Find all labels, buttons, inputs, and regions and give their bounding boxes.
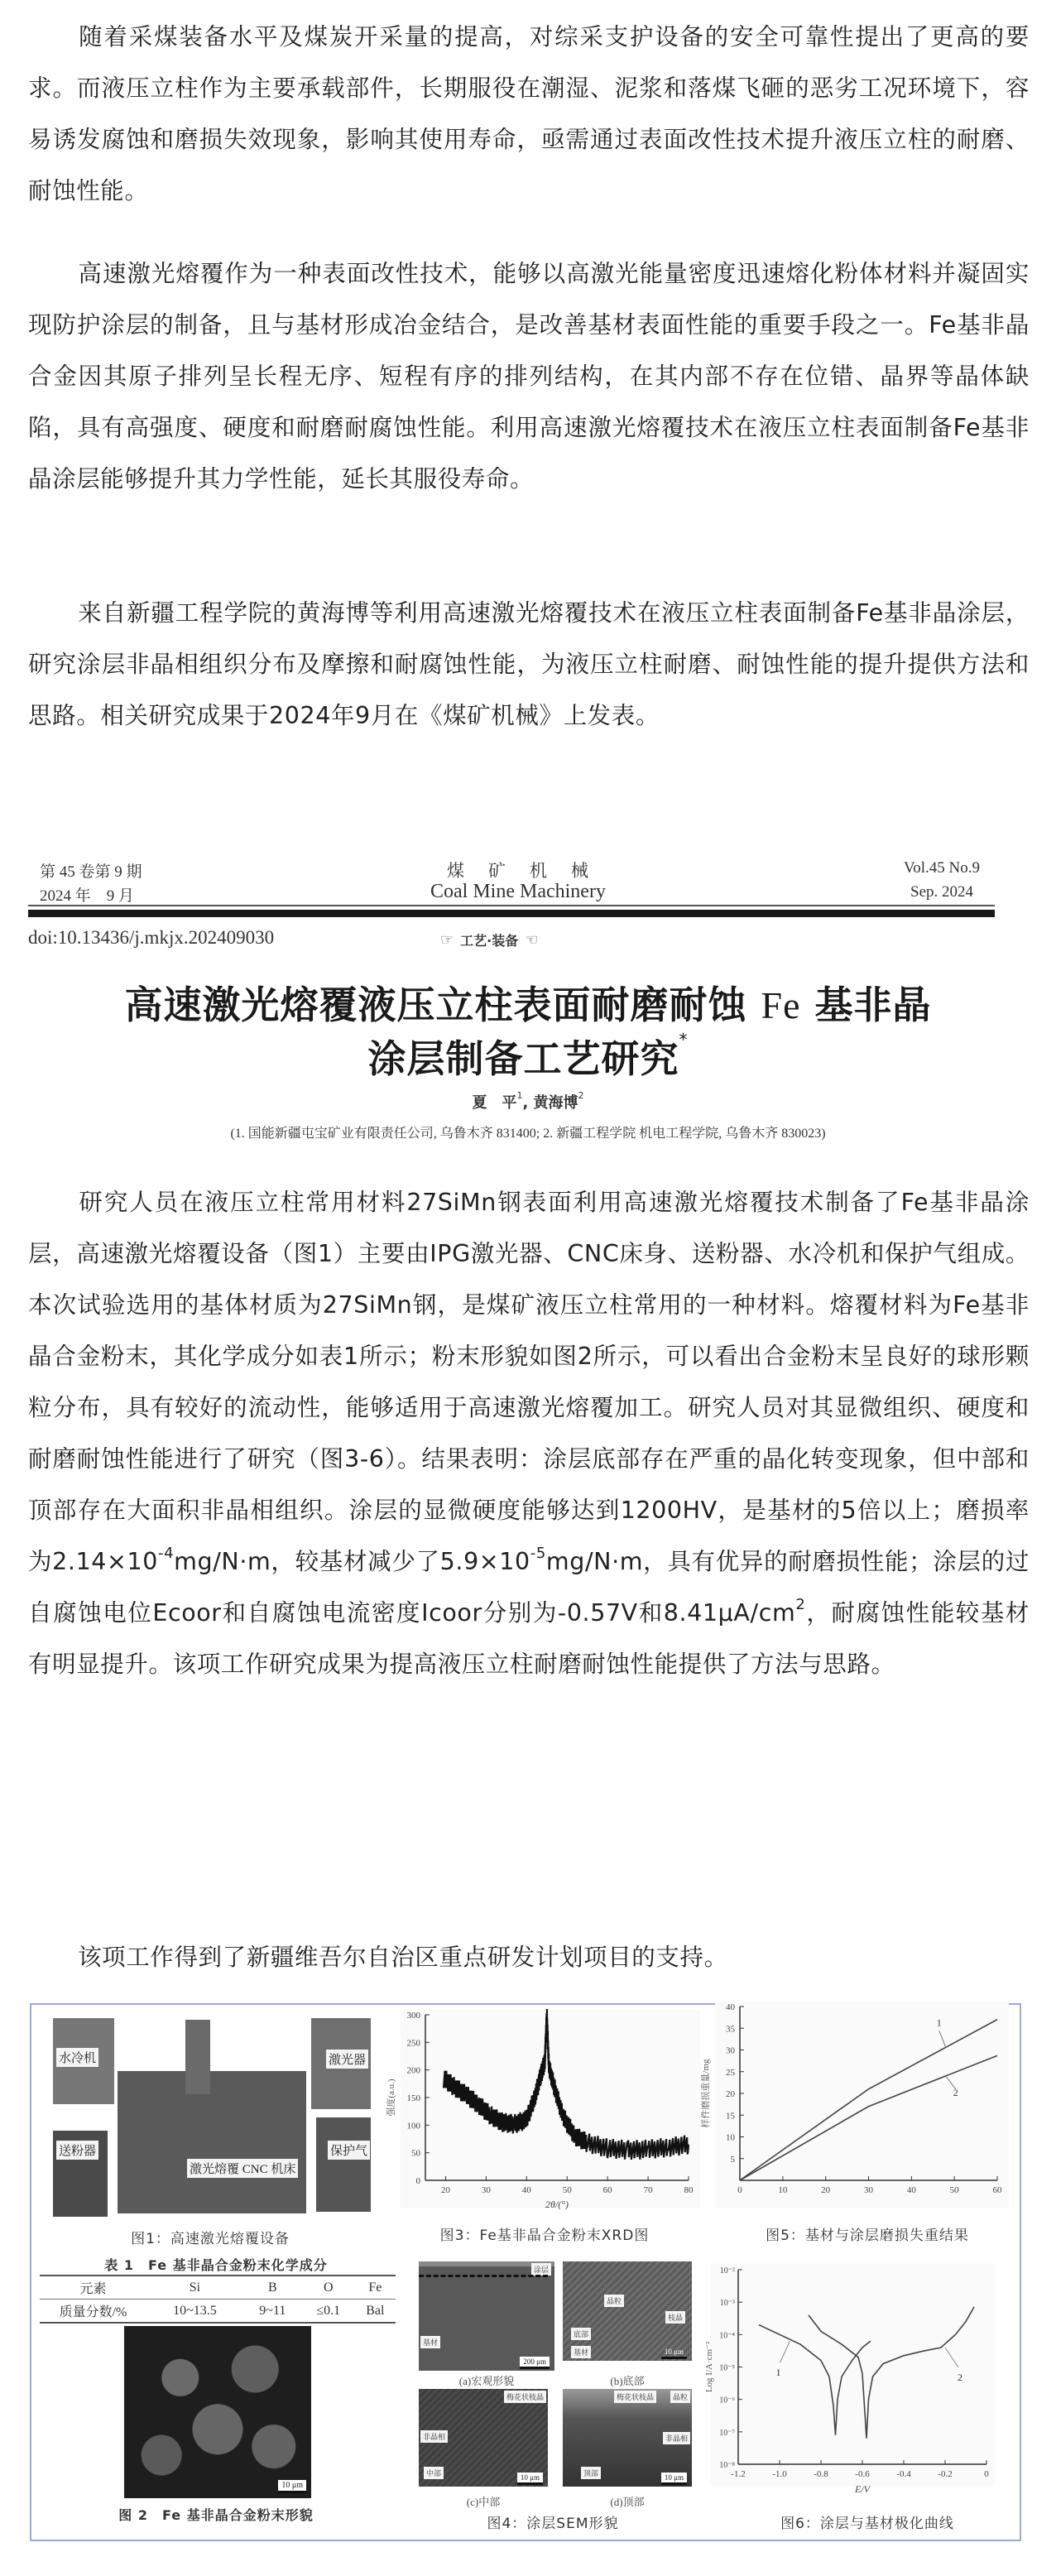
fig1-photo	[46, 2013, 374, 2218]
doi-text: doi:10.13436/j.mkjx.202409030	[28, 927, 275, 948]
fig2-powder-image	[124, 2326, 311, 2498]
intro-paragraph-3-text: 来自新疆工程学院的黄海博等利用高速激光熔覆技术在液压立柱表面制备Fe基非晶涂层，研究涂层非晶相组织分布及摩擦和耐腐蚀性能，为液压立柱耐磨、耐蚀性能的提升提供方法和思路。相关研究成果于2024年9月在《煤矿机械》上发表。	[28, 599, 1030, 729]
fig6-caption: 图6：涂层与基材极化曲线	[780, 2516, 954, 2532]
fig4b-label-dendrite: 枝晶	[665, 2311, 685, 2324]
table1-header-cell: Si	[189, 2280, 201, 2295]
y-tick-label: 10	[726, 2132, 735, 2143]
body-paragraph-4-text-d: ，耐腐蚀性能较基材有明显提升。该项工作研究成果为提高液压立柱耐磨耐蚀性能提供了方法与思路。	[28, 1599, 1030, 1678]
x-tick-label: 80	[684, 2185, 694, 2195]
x-axis-title: 2θ/(°)	[545, 2199, 569, 2210]
journal-date-en: Sep. 2024	[910, 883, 973, 901]
table1-cell: 质量分数/%	[59, 2305, 127, 2319]
title-part-1: 高速激光熔覆液压立柱表面耐磨耐蚀	[124, 983, 761, 1027]
journal-volume-cn: 第 45 卷第 9 期	[40, 863, 142, 881]
series-label-1: 1	[936, 2016, 942, 2029]
series-label-1: 1	[775, 2367, 781, 2379]
fig4d-label-grain: 晶粒	[670, 2391, 690, 2403]
journal-volume-en: Vol.45 No.9	[904, 859, 981, 877]
exponent-1: -4	[157, 1544, 175, 1562]
y-tick-label: 10⁻⁴	[719, 2331, 735, 2341]
body-paragraph-4	[28, 1177, 1030, 1690]
x-axis-title: E/V	[855, 2483, 870, 2495]
figure-panel	[30, 2003, 1021, 2541]
y-tick-label: 300	[406, 2011, 420, 2021]
author-2-affil: 2	[578, 1090, 584, 1101]
author-1: 夏 平	[472, 1094, 517, 1112]
plot-background	[710, 2263, 995, 2486]
x-tick-label: 20	[821, 2185, 831, 2195]
y-tick-label: 10⁻⁷	[719, 2428, 735, 2438]
y-tick-label: 25	[726, 2067, 735, 2078]
table1-title: 表 1 Fe 基非晶合金粉末化学成分	[104, 2257, 328, 2273]
author-2: 黄海博	[533, 1094, 578, 1112]
x-tick-label: -0.6	[855, 2469, 870, 2479]
x-tick-label: 40	[906, 2185, 916, 2195]
x-tick-label: -0.2	[938, 2469, 953, 2479]
fig4c-scale-bar: 10 μm	[517, 2473, 543, 2485]
table1-header-cell: 元素	[79, 2282, 107, 2296]
title-part-2: 基非晶	[800, 983, 932, 1027]
fig5-caption: 图5：基材与涂层磨损失重结果	[766, 2228, 969, 2244]
fig4b-scale-bar: 10 μm	[661, 2347, 687, 2359]
cnc-gantry-image	[185, 2020, 210, 2094]
fig4b-label-grain: 晶粒	[604, 2295, 624, 2307]
table1-cell: ≤0.1	[316, 2303, 341, 2318]
body-paragraph-4-text-a: 研究人员在液压立柱常用材料27SiMn钢表面利用高速激光熔覆技术制备了Fe基非晶涂层，高速激光熔覆设备（图1）主要由IPG激光器、CNC床身、送粉器、水冷机和保护气组成。本次试验选用的基体材质为27SiMn钢，是煤矿液压立柱常用的一种材料。熔覆材料为Fe基非晶合金粉末，其化学成分如表1所示；粉末形貌如图2所示，可以看出合金粉末呈良好的球形颗粒分布，具有较好的流动性，能够适用于高速激光熔覆加工。研究人员对其显微组织、硬度和耐磨耐蚀性能进行了研究（图3-6）。结果表明：涂层底部存在严重的晶化转变现象，但中部和顶部存在大面积非晶相组织。涂层的显微硬度能够达到1200HV，是基材的5倍以上；磨损率为2.14×10	[28, 1189, 1030, 1575]
fig3-caption: 图3：Fe基非晶合金粉末XRD图	[439, 2228, 650, 2244]
fig4a-label-substrate: 基材	[420, 2336, 440, 2348]
y-tick-label: 150	[406, 2093, 420, 2103]
x-tick-label: 50	[949, 2185, 959, 2195]
table1-cell: Bal	[366, 2303, 385, 2318]
y-axis-title: 样件磨损重量/mg	[701, 2059, 711, 2128]
column-label: 工艺·装备	[460, 933, 519, 949]
cnc-machine-image	[118, 2071, 306, 2213]
title-footnote-mark: *	[679, 1029, 689, 1050]
table1-header-cell: O	[324, 2280, 334, 2295]
body-paragraph-4-text-b: mg/N·m，较基材减少了5.9×10	[174, 1548, 530, 1575]
y-tick-label: 0	[415, 2176, 420, 2186]
fig4d-label-top: 顶部	[581, 2467, 601, 2479]
title-line-2-text: 涂层制备工艺研究	[367, 1036, 679, 1081]
x-tick-label: 30	[481, 2185, 491, 2195]
intro-paragraph-1-text: 随着采煤装备水平及煤炭开采量的提高，对综采支护设备的安全可靠性提出了更高的要求。而液压立柱作为主要承载部件，长期服役在潮湿、泥浆和落煤飞砸的恶劣工况环境下，容易诱发腐蚀和磨损失效现象，影响其使用寿命，亟需通过表面改性技术提升液压立柱的耐磨、耐蚀性能。	[28, 23, 1030, 204]
body-paragraph-5-text: 该项工作得到了新疆维吾尔自治区重点研发计划项目的支持。	[78, 1944, 728, 1971]
intro-paragraph-1	[28, 12, 1030, 217]
journal-date-cn: 2024 年 9 月	[40, 887, 135, 905]
intro-paragraph-3	[28, 588, 1030, 742]
authors	[0, 1091, 1056, 1113]
x-tick-label: -1.2	[731, 2469, 746, 2479]
fig4c-caption: (c)中部	[466, 2496, 501, 2508]
x-tick-label: -0.8	[814, 2469, 828, 2479]
header-rule-thick	[28, 910, 995, 917]
label-powder-feeder: 送粉器	[56, 2141, 98, 2160]
author-separator: ,	[522, 1094, 534, 1112]
x-tick-label: 0	[984, 2469, 989, 2479]
fig4b-caption: (b)底部	[610, 2375, 645, 2387]
journal-name-en: Coal Mine Machinery	[430, 881, 606, 902]
x-tick-label: -1.0	[772, 2469, 787, 2479]
label-laser: 激光器	[326, 2050, 368, 2069]
column-tag	[440, 930, 538, 949]
table1-cell: 10~13.5	[173, 2303, 217, 2318]
series-label-2: 2	[953, 2086, 958, 2098]
author-1-affil: 1	[516, 1090, 523, 1101]
exponent-2: -5	[530, 1544, 546, 1562]
fig4a-caption: (a)宏观形貌	[458, 2375, 515, 2387]
fig4b-label-substrate: 基材	[571, 2346, 591, 2358]
y-axis-title: 强度(a.u.)	[386, 2079, 396, 2117]
y-tick-label: 50	[411, 2148, 420, 2159]
x-tick-label: 50	[562, 2185, 572, 2195]
fig4a-interface-line	[419, 2275, 548, 2277]
fig4a-label-coating: 涂层	[531, 2263, 551, 2276]
y-tick-label: 100	[406, 2121, 420, 2131]
y-tick-label: 250	[406, 2038, 420, 2049]
y-axis-title: Log I/A·cm⁻²	[704, 2341, 714, 2393]
series-label-2: 2	[958, 2372, 962, 2383]
label-water-chiller: 水冷机	[56, 2048, 98, 2067]
plot-background	[715, 2002, 1009, 2208]
intro-paragraph-2	[28, 248, 1030, 505]
label-shield-gas: 保护气	[328, 2141, 370, 2160]
fig4c-label-plum-dendrite: 梅花状枝晶	[504, 2391, 546, 2403]
gas-cylinders-image	[316, 2117, 371, 2212]
fig4-sem-b	[563, 2261, 692, 2361]
fig4c-label-middle: 中部	[424, 2467, 444, 2479]
fig4d-label-amorphous: 非晶相	[663, 2432, 690, 2444]
table1-header-cell: B	[267, 2280, 277, 2295]
fig4-sem-c	[419, 2389, 548, 2487]
fig5-wear-chart	[701, 2002, 1018, 2204]
fig4-sem-d	[563, 2389, 692, 2487]
title-latin: Fe	[761, 984, 801, 1026]
fig4d-caption: (d)顶部	[610, 2496, 645, 2508]
y-tick-label: 10⁻⁵	[719, 2363, 735, 2373]
fig1-caption: 图1：高速激光熔覆设备	[131, 2231, 290, 2247]
fig4-caption: 图4：涂层SEM形貌	[487, 2516, 619, 2532]
y-tick-label: 10⁻²	[719, 2266, 735, 2276]
label-cnc-machine: 激光熔覆 CNC 机床	[187, 2159, 298, 2178]
pointing-hand-right-icon: ☞	[440, 931, 454, 949]
fig4d-label-plum-dendrite: 梅花状枝晶	[614, 2391, 656, 2403]
article-title-line-1	[0, 975, 1056, 1030]
intro-paragraph-2-text: 高速激光熔覆作为一种表面改性技术，能够以高激光能量密度迅速熔化粉体材料并凝固实现防护涂层的制备，且与基材形成冶金结合，是改善基材表面性能的重要手段之一。Fe基非晶合金因其原子排列呈长程无序、短程有序的排列结构，在其内部不存在位错、晶界等晶体缺陷，具有高强度、硬度和耐磨耐腐蚀性能。利用高速激光熔覆技术在液压立柱表面制备Fe基非晶涂层能够提升其力学性能，延长其服役寿命。	[28, 260, 1030, 493]
x-tick-label: 0	[737, 2185, 742, 2195]
pointing-hand-left-icon: ☜	[525, 931, 539, 949]
body-paragraph-4-text-c: mg/N·m，具有优异的耐磨损性能；涂层的过自腐蚀电位Ecoor和自腐蚀电流密度Icoor分别为-0.57V和8.41μA/cm	[28, 1548, 1030, 1627]
x-tick-label: 30	[864, 2185, 873, 2195]
table1	[40, 2275, 396, 2324]
y-tick-label: 10⁻³	[719, 2299, 735, 2309]
x-tick-label: 70	[643, 2185, 653, 2195]
table1-header-cell: Fe	[368, 2280, 382, 2295]
fig4a-scale-bar: 200 μm	[520, 2357, 550, 2369]
x-tick-label: 10	[778, 2185, 788, 2195]
x-tick-label: -0.4	[896, 2469, 911, 2479]
fig3-xrd-chart	[382, 2005, 713, 2212]
y-tick-label: 35	[726, 2024, 735, 2035]
x-tick-label: 20	[440, 2185, 450, 2195]
y-tick-label: 40	[726, 2002, 735, 2012]
x-tick-label: 60	[992, 2185, 1002, 2195]
affiliations: (1. 国能新疆屯宝矿业有限责任公司, 乌鲁木齐 831400; 2. 新疆工程学院 机电工程学院, 乌鲁木齐 830023)	[230, 1127, 826, 1141]
y-tick-label: 10⁻⁶	[719, 2396, 735, 2405]
fig6-polarization-chart	[703, 2253, 1018, 2502]
body-paragraph-5	[28, 1932, 1030, 1983]
article-title-line-2	[0, 1029, 1056, 1084]
x-tick-label: 60	[602, 2185, 612, 2195]
y-tick-label: 15	[726, 2111, 735, 2122]
y-tick-label: 5	[730, 2154, 735, 2165]
y-tick-label: 30	[726, 2045, 735, 2056]
fig4b-label-bottom: 底部	[571, 2328, 591, 2340]
y-tick-label: 10⁻⁸	[719, 2461, 735, 2470]
fig2-scale-bar: 10 μm	[278, 2480, 306, 2493]
y-tick-label: 200	[406, 2065, 420, 2076]
table1-row	[40, 2300, 396, 2324]
fig4c-label-amorphous: 非晶相	[420, 2430, 448, 2443]
table1-cell: 9~11	[259, 2303, 286, 2318]
exponent-3: 2	[795, 1595, 806, 1613]
journal-name-cn: 煤 矿 机 械	[447, 861, 592, 881]
y-tick-label: 20	[726, 2089, 735, 2099]
fig2-caption: 图 2 Fe 基非晶合金粉末形貌	[118, 2507, 314, 2523]
x-tick-label: 40	[521, 2185, 531, 2195]
header-rule-thin	[28, 905, 995, 906]
fig4-sem-a	[419, 2261, 554, 2371]
table1-header-row	[40, 2276, 396, 2300]
fig4d-scale-bar: 10 μm	[661, 2473, 687, 2485]
